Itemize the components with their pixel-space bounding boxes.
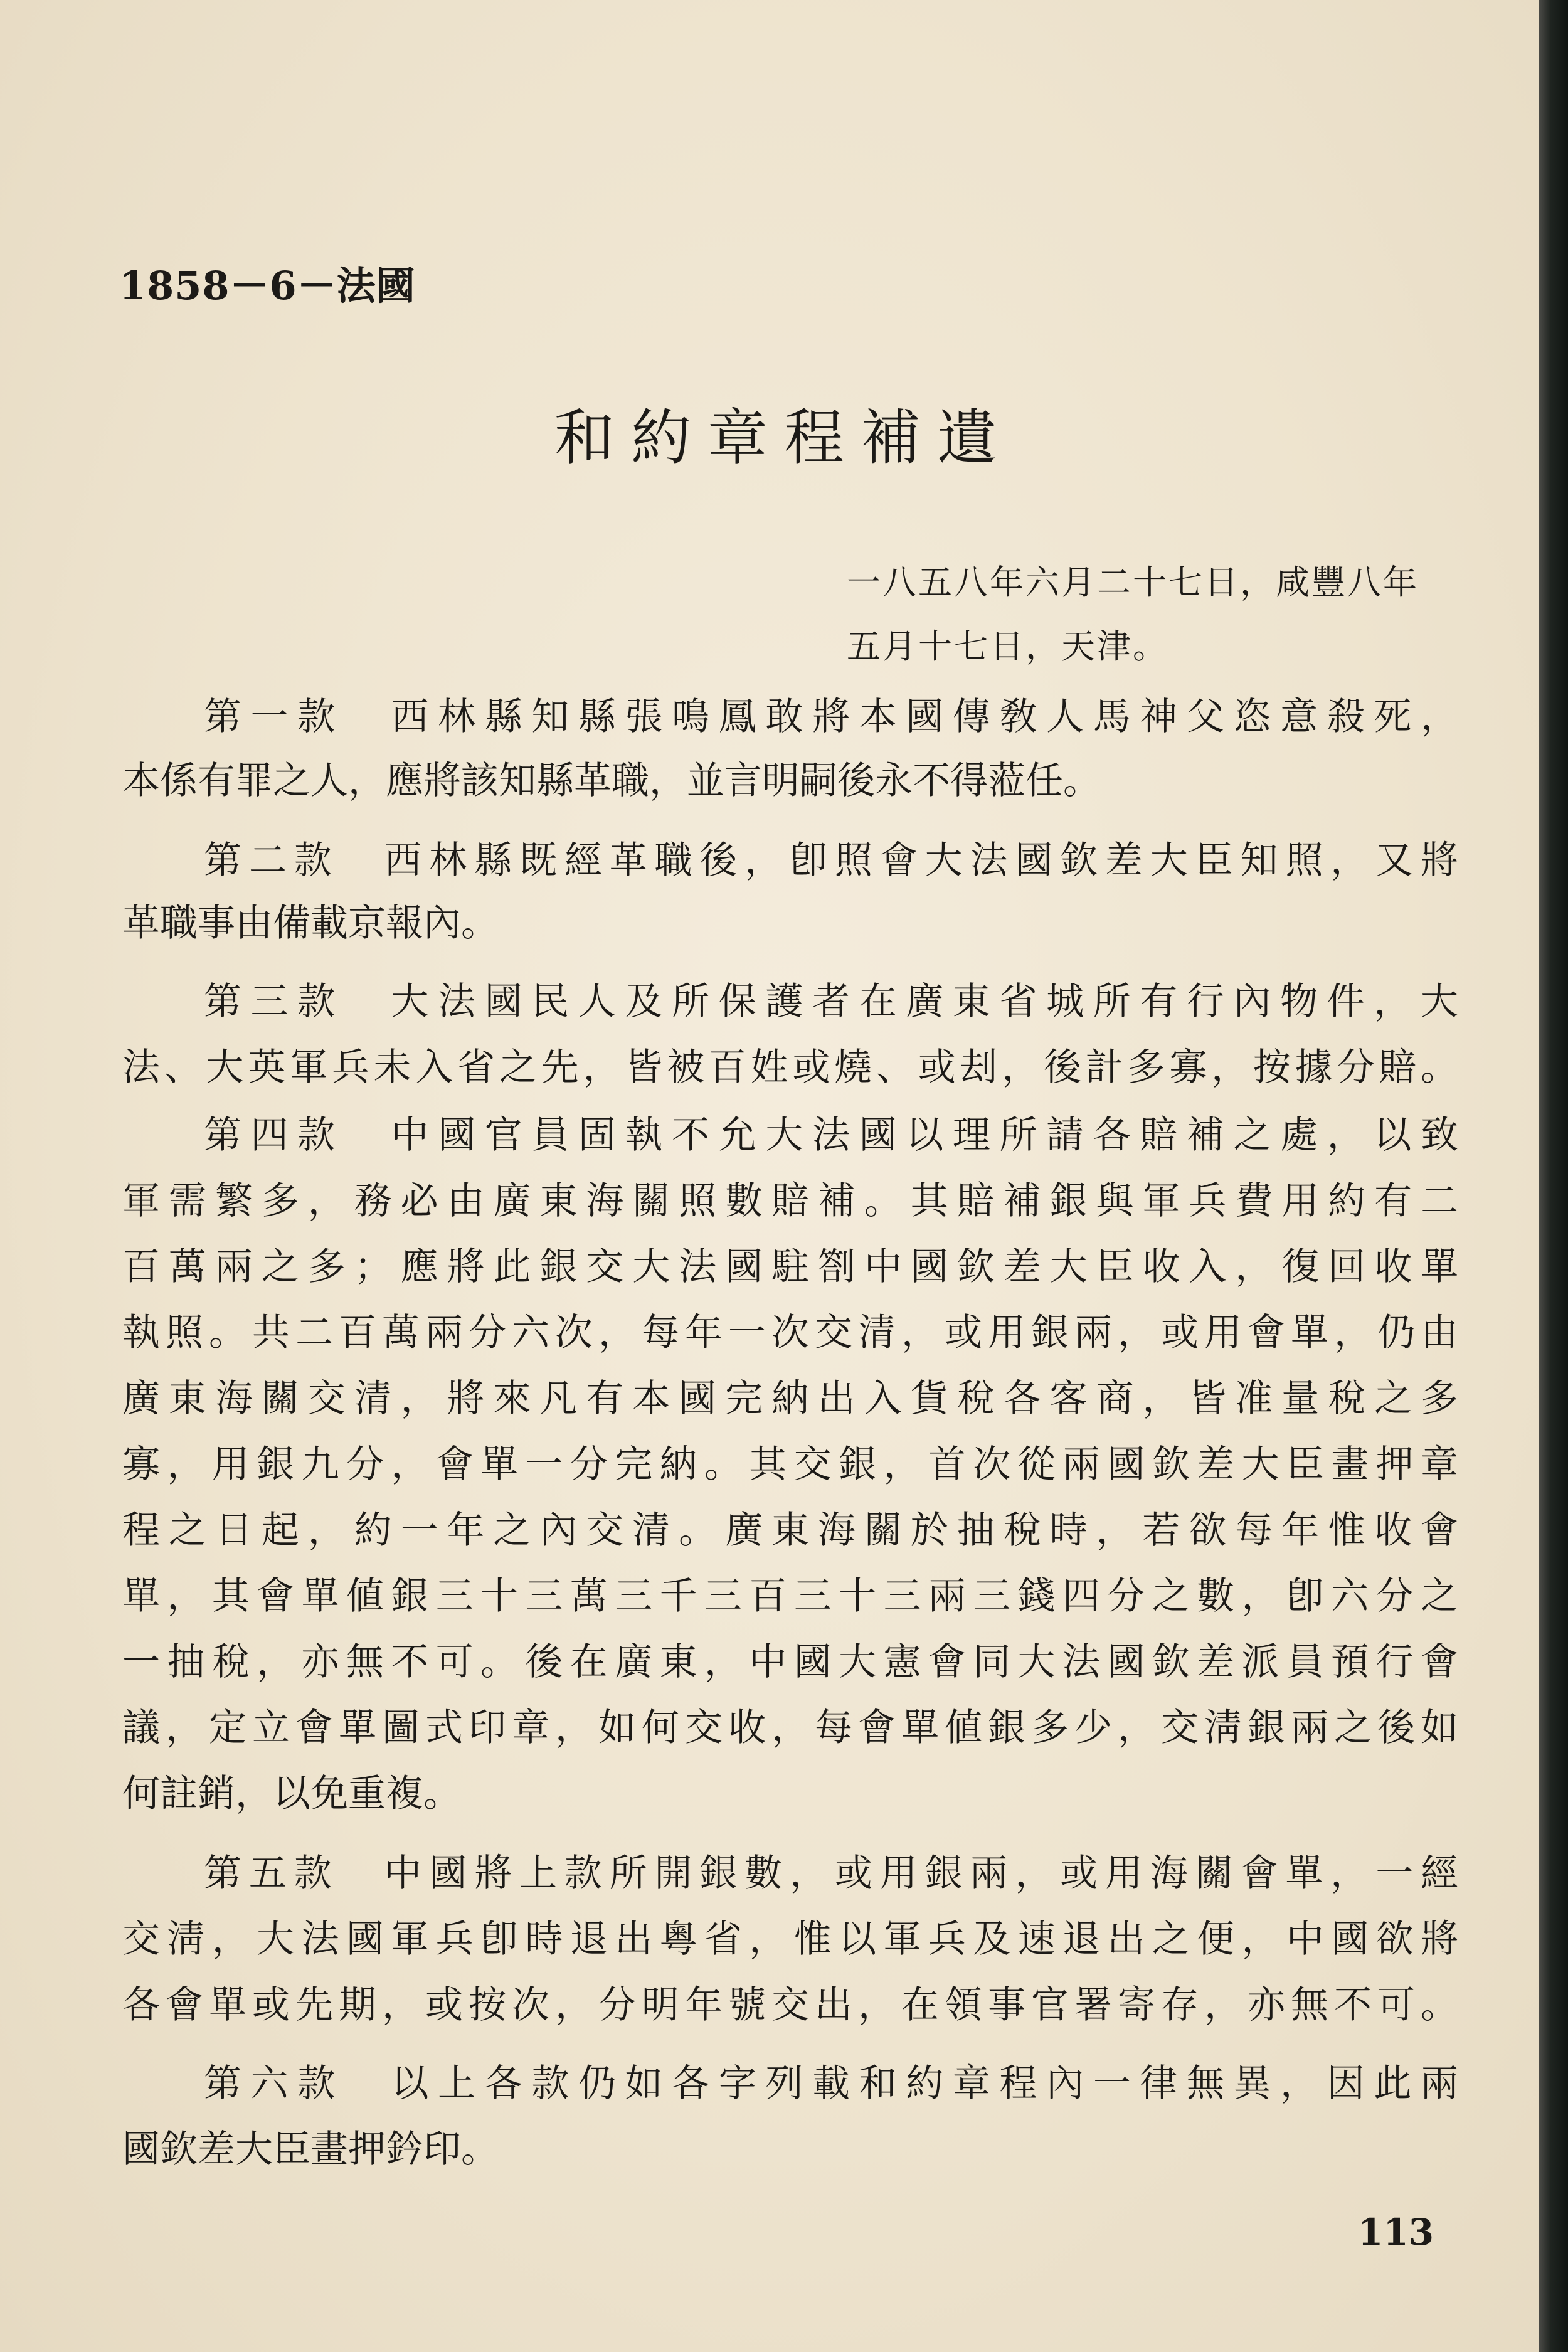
dateline-line-1: 一八五八年六月二十七日，咸豐八年 [847,563,1419,602]
article-4-line-10: 議，定立會單圖式印章，如何交收，每會單値銀多少，交淸銀兩之後如 [122,1706,1458,1750]
article-4-line-6: 寡，用銀九分，會單一分完納。其交銀，首次從兩國欽差大臣畫押章 [122,1443,1458,1486]
running-head: 1858－6－法國 [119,263,416,309]
article-4-line-3: 百萬兩之多；應將此銀交大法國駐劄中國欽差大臣收入，復回收單 [122,1245,1458,1289]
article-6-line-2: 國欽差大臣畫押鈐印。 [122,2127,499,2171]
article-4-line-5: 廣東海關交清，將來凡有本國完納出入貨稅各客商，皆准量稅之多 [122,1377,1458,1421]
article-5-line-2: 交淸，大法國軍兵卽時退出粵省，惟以軍兵及速退出之便，中國欲將 [122,1917,1458,1961]
book-cover-edge [1539,0,1568,2352]
article-2-line-2: 革職事由備載京報內。 [122,901,499,945]
article-4-line-4: 執照。共二百萬兩分六次，每年一次交清，或用銀兩，或用會單，仍由 [122,1311,1458,1355]
dateline-line-2: 五月十七日，天津。 [847,627,1168,666]
article-4-line-1: 第四款 中國官員固執不允大法國以理所請各賠補之處，以致 [204,1113,1458,1157]
article-4-line-8: 單，其會單値銀三十三萬三千三百三十三兩三錢四分之數，卽六分之 [122,1574,1458,1618]
article-3-line-2: 法、大英軍兵未入省之先，皆被百姓或燒、或刦，後計多寡，按據分賠。 [122,1046,1458,1089]
article-5-line-3: 各會單或先期，或按次，分明年號交出，在領事官署寄存，亦無不可。 [122,1983,1458,2027]
article-2-line-1: 第二款 西林縣既經革職後，卽照會大法國欽差大臣知照，又將 [204,839,1458,882]
article-6-line-1: 第六款 以上各款仍如各字列載和約章程內一律無異，因此兩 [204,2062,1458,2106]
page-title: 和約章程補遺 [554,403,1014,473]
article-3-line-1: 第三款 大法國民人及所保護者在廣東省城所有行內物件，大 [204,980,1458,1024]
article-5-line-1: 第五款 中國將上款所開銀數，或用銀兩，或用海關會單，一經 [204,1851,1458,1895]
article-4-line-2: 軍需繁多，務必由廣東海關照數賠補。其賠補銀與軍兵費用約有二 [122,1179,1458,1223]
article-1-line-2: 本係有罪之人，應將該知縣革職，並言明嗣後永不得蒞任。 [122,759,1101,803]
article-4-line-9: 一抽稅，亦無不可。後在廣東，中國大憲會同大法國欽差派員預行會 [122,1640,1458,1684]
article-4-line-7: 程之日起，約一年之內交清。廣東海關於抽稅時，若欲每年惟收會 [122,1508,1458,1552]
article-1-line-1: 第一款 西林縣知縣張鳴鳳敢將本國傳敎人馬神父恣意殺死， [204,695,1458,739]
article-4-line-11: 何註銷，以免重複。 [122,1772,461,1816]
page-number: 113 [1358,2211,1434,2254]
